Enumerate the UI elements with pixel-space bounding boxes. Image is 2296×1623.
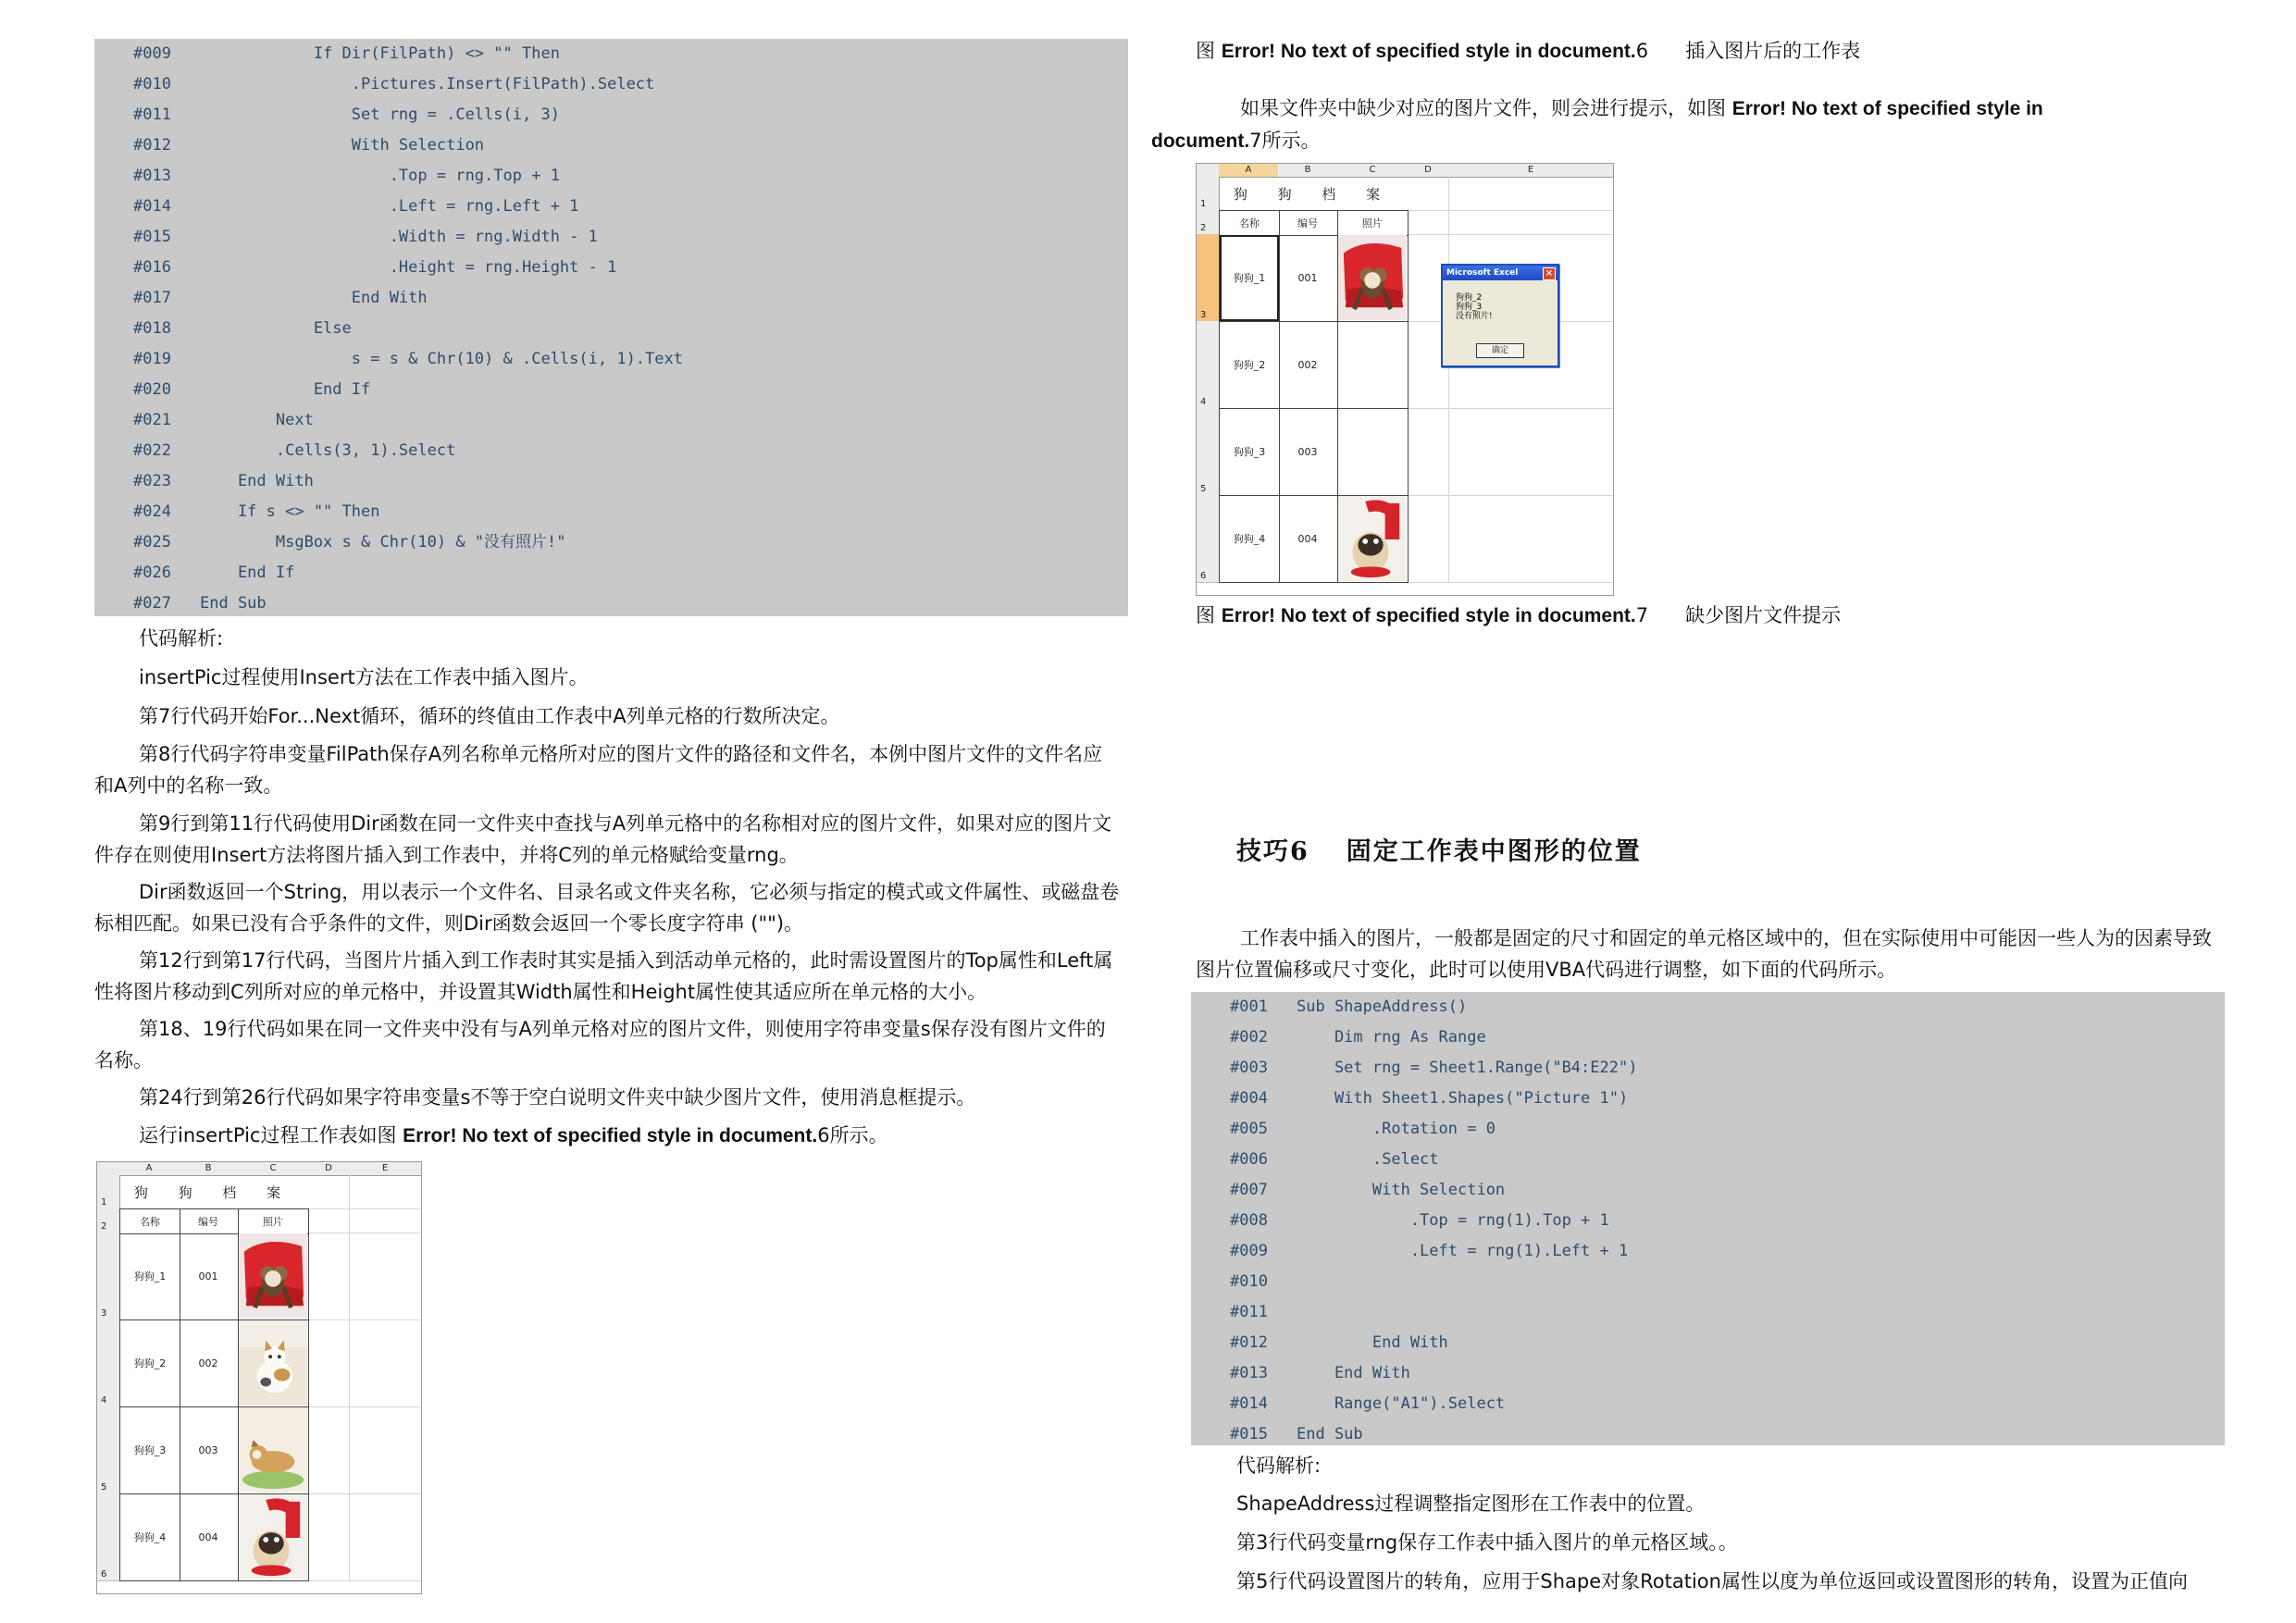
code-line-text: Range("A1").Select bbox=[1297, 1394, 1506, 1413]
left-para-analysis-label: 代码解析: bbox=[139, 627, 224, 650]
table-cell-name: 狗狗_1 bbox=[119, 1233, 180, 1320]
table-cell-id: 003 bbox=[179, 1406, 239, 1494]
excel-sheet-missing bbox=[1196, 163, 1614, 596]
code-line-text: MsgBox s & Chr(10) & "没有照片!" bbox=[200, 533, 566, 551]
row-header-label: 4 bbox=[101, 1395, 107, 1406]
code-line-text: Sub ShapeAddress() bbox=[1297, 997, 1468, 1016]
right-para-3: 第3行代码变量rng保存工作表中插入图片的单元格区域。。 bbox=[1236, 1531, 1738, 1554]
grid-cell bbox=[1448, 177, 1614, 211]
code-line-number: #008 bbox=[1230, 1211, 1268, 1230]
table-cell-name: 狗狗_4 bbox=[119, 1493, 180, 1581]
code-line-text: End With bbox=[200, 472, 314, 490]
code-line-text: End If bbox=[200, 564, 295, 582]
sheet-corner bbox=[1197, 164, 1220, 178]
row-header bbox=[97, 1319, 120, 1407]
code-line-number: #005 bbox=[1230, 1120, 1268, 1138]
code-line bbox=[1191, 1328, 1448, 1358]
code-line-number: #011 bbox=[133, 105, 171, 124]
caption-7-num: 7 bbox=[1635, 604, 1649, 626]
grid-cell bbox=[1448, 495, 1614, 583]
code-line bbox=[1191, 1358, 1410, 1389]
row-header bbox=[97, 1406, 120, 1494]
code-line-text: End With bbox=[200, 289, 428, 307]
left-para-7: 第18、19行代码如果在同一文件夹中没有与A列单元格对应的图片文件，则使用字符串变量s保存没有图片文件的名称。 bbox=[94, 1018, 1106, 1072]
code-line bbox=[1191, 1022, 1486, 1053]
grid-cell bbox=[1408, 495, 1449, 583]
grid-cell bbox=[349, 1175, 422, 1209]
dog-photo bbox=[239, 1407, 307, 1493]
code-line-number: #015 bbox=[133, 228, 171, 246]
caption-7-prefix: 图 bbox=[1196, 604, 1222, 626]
code-line-number: #013 bbox=[1230, 1364, 1268, 1382]
grid-cell bbox=[308, 1233, 350, 1320]
dog-photo bbox=[1338, 235, 1407, 320]
grid-cell bbox=[308, 1175, 350, 1209]
row-header-label: 4 bbox=[1200, 397, 1207, 407]
table-cell-id: 004 bbox=[1278, 495, 1338, 583]
table-header-cell: 名称 bbox=[1219, 210, 1280, 236]
code-line bbox=[94, 344, 683, 375]
code-line-text: .Left = rng.Left + 1 bbox=[200, 197, 579, 216]
row-header-label: 3 bbox=[1200, 310, 1207, 320]
row-header bbox=[97, 1175, 120, 1209]
right-intro-after: 7所示。 bbox=[1249, 130, 1321, 152]
caption-7-error: Error! No text of specified style in document. bbox=[1221, 605, 1636, 626]
grid-cell bbox=[349, 1493, 422, 1581]
code-line-text: End With bbox=[1297, 1333, 1448, 1352]
code-line-number: #022 bbox=[133, 441, 171, 460]
right-para-analysis-label: 代码解析: bbox=[1236, 1455, 1322, 1477]
code-line bbox=[94, 222, 598, 253]
code-line-number: #016 bbox=[133, 258, 171, 277]
code-line-text: .Pictures.Insert(FilPath).Select bbox=[200, 75, 655, 93]
code-line-number: #012 bbox=[1230, 1333, 1268, 1352]
code-line-number: #007 bbox=[1230, 1181, 1268, 1199]
excel-sheet-inserted bbox=[96, 1161, 422, 1594]
left-para-5: Dir函数返回一个String，用以表示一个文件名、目录名或文件夹名称，它必须与指定的模式或文件属性、或磁盘卷标相匹配。如果已没有合乎条件的文件，则Dir函数会返回一个零长度字符串 ("")。 bbox=[94, 881, 1120, 935]
code-line-text: Dim rng As Range bbox=[1297, 1028, 1486, 1047]
code-line bbox=[94, 283, 428, 314]
code-line bbox=[1191, 1114, 1496, 1145]
row-header-label: 1 bbox=[101, 1197, 107, 1208]
code-line-number: #025 bbox=[133, 533, 171, 551]
dog-photo bbox=[239, 1494, 307, 1580]
left-para-2: 第7行代码开始For...Next循环，循环的终值由工作表中A列单元格的行数所决定。 bbox=[139, 705, 840, 727]
code-line-text: .Cells(3, 1).Select bbox=[200, 441, 456, 460]
left-para-6: 第12行到第17行代码，当图片片插入到工作表时其实是插入到活动单元格的，此时需设置图片的Top属性和Left属性将图片移动到C列所对应的单元格中，并设置其Width属性和Height属性使其适应所在单元格的大小。 bbox=[94, 949, 1113, 1003]
code-line-number: #015 bbox=[1230, 1425, 1268, 1443]
row-header-label: 2 bbox=[101, 1221, 107, 1232]
right-para-2: ShapeAddress过程调整指定图形在工作表中的位置。 bbox=[1236, 1493, 1706, 1515]
code-line-text: .Select bbox=[1297, 1150, 1439, 1169]
table-cell-name: 狗狗_3 bbox=[119, 1406, 180, 1494]
code-line-text: .Left = rng(1).Left + 1 bbox=[1297, 1242, 1629, 1260]
grid-cell bbox=[1408, 408, 1449, 496]
table-cell-id: 002 bbox=[179, 1319, 239, 1407]
row-header bbox=[97, 1233, 120, 1320]
column-header: D bbox=[1408, 164, 1449, 178]
table-cell-photo bbox=[1337, 408, 1409, 496]
table-cell-photo bbox=[1337, 321, 1409, 409]
right-intro-text: 如果文件夹中缺少对应的图片文件，则会进行提示，如图 bbox=[1240, 97, 1732, 119]
code-line-number: #024 bbox=[133, 502, 171, 521]
figure-caption-6 bbox=[1196, 37, 2214, 66]
left-para-4: 第9行到第11行代码使用Dir函数在同一文件夹中查找与A列单元格中的名称相对应的图片文件，如果对应的图片文件存在则使用Insert方法将图片插入到工作表中，并将C列的单元格赋给变量rng。 bbox=[94, 812, 1112, 866]
row-header bbox=[1197, 177, 1220, 211]
grid-cell bbox=[1448, 408, 1614, 496]
code-line-number: #012 bbox=[133, 136, 171, 155]
right-intro-error-1: Error! No text of specified style in bbox=[1731, 98, 2043, 119]
code-line-text: Set rng = Sheet1.Range("B4:E22") bbox=[1297, 1059, 1638, 1077]
left-run-text: 运行insertPic过程工作表如图 bbox=[139, 1124, 403, 1146]
code-line-text: Next bbox=[200, 411, 314, 429]
code-line-number: #027 bbox=[133, 594, 171, 613]
column-header: A bbox=[119, 1162, 180, 1176]
code-line bbox=[94, 466, 314, 497]
grid-cell bbox=[308, 1493, 350, 1581]
right-code-block bbox=[1191, 992, 2225, 1445]
code-line-number: #014 bbox=[133, 197, 171, 216]
heading-label: 技巧6 bbox=[1236, 837, 1309, 866]
table-cell-name: 狗狗_2 bbox=[119, 1319, 180, 1407]
dialog-title-bar bbox=[1443, 266, 1558, 280]
row-header bbox=[1197, 321, 1220, 409]
table-header-cell: 照片 bbox=[1337, 210, 1409, 236]
grid-cell bbox=[349, 1208, 422, 1233]
code-line-number: #026 bbox=[133, 564, 171, 582]
code-line bbox=[94, 39, 560, 69]
table-header-cell: 照片 bbox=[238, 1208, 309, 1234]
code-line bbox=[94, 100, 560, 130]
code-line-number: #010 bbox=[133, 75, 171, 93]
column-header: D bbox=[308, 1162, 350, 1176]
right-para-4: 第5行代码设置图片的转角，应用于Shape对象Rotation属性以度为单位返回或设置图形的转角，设置为正值向 bbox=[1236, 1570, 2188, 1592]
code-line-number: #001 bbox=[1230, 997, 1268, 1016]
row-header bbox=[97, 1208, 120, 1233]
code-line bbox=[1191, 1419, 1363, 1450]
grid-cell bbox=[1408, 210, 1449, 235]
code-line bbox=[94, 314, 352, 344]
column-header: B bbox=[1278, 164, 1338, 178]
row-header bbox=[1197, 234, 1220, 322]
code-line bbox=[1191, 1175, 1505, 1206]
code-line bbox=[1191, 1053, 1637, 1084]
dog-photo bbox=[1338, 496, 1407, 581]
row-header-label: 2 bbox=[1200, 223, 1207, 233]
column-header: B bbox=[179, 1162, 239, 1176]
column-header: E bbox=[349, 1162, 422, 1176]
column-header: E bbox=[1448, 164, 1614, 178]
left-run-line bbox=[94, 1120, 1122, 1152]
code-line-text: With Selection bbox=[1297, 1181, 1506, 1199]
code-line bbox=[94, 161, 560, 192]
code-line-text: End Sub bbox=[1297, 1425, 1363, 1443]
row-header-label: 5 bbox=[101, 1482, 107, 1493]
close-icon[interactable]: × bbox=[1543, 267, 1556, 280]
code-line-text: End Sub bbox=[200, 594, 267, 613]
sheet-title: 狗 狗 档 案 bbox=[133, 1184, 294, 1201]
grid-cell bbox=[349, 1406, 422, 1494]
code-line-number: #019 bbox=[133, 350, 171, 368]
caption-6-num: 6 bbox=[1635, 40, 1649, 62]
code-line bbox=[94, 253, 616, 283]
table-cell-id: 001 bbox=[1278, 234, 1338, 322]
code-line-number: #009 bbox=[1230, 1242, 1268, 1260]
row-header-label: 6 bbox=[1200, 571, 1207, 581]
code-line bbox=[94, 436, 455, 466]
ok-button[interactable]: 确定 bbox=[1476, 343, 1524, 358]
code-line-text: With Selection bbox=[200, 136, 485, 155]
code-line-text: Set rng = .Cells(i, 3) bbox=[200, 105, 560, 124]
code-line-text: s = s & Chr(10) & .Cells(i, 1).Text bbox=[200, 350, 683, 368]
right-intro bbox=[1151, 93, 2232, 157]
right-intro-error-2: document. bbox=[1151, 130, 1250, 152]
code-line-number: #004 bbox=[1230, 1089, 1268, 1108]
code-line-number: #003 bbox=[1230, 1059, 1268, 1077]
code-line bbox=[94, 588, 267, 619]
code-line-text: .Top = rng(1).Top + 1 bbox=[1297, 1211, 1609, 1230]
grid-cell bbox=[1408, 177, 1449, 211]
table-cell-id: 003 bbox=[1278, 408, 1338, 496]
code-line bbox=[94, 192, 578, 222]
code-line-text: .Top = rng.Top + 1 bbox=[200, 167, 560, 185]
table-header-cell: 编号 bbox=[179, 1208, 239, 1234]
heading-title: 固定工作表中图形的位置 bbox=[1346, 837, 1642, 866]
table-cell-id: 002 bbox=[1278, 321, 1338, 409]
dog-photo bbox=[239, 1320, 307, 1406]
dialog-message: 狗狗_2 狗狗_3 没有照片! bbox=[1456, 293, 1493, 321]
dog-photo bbox=[239, 1233, 307, 1319]
table-cell-name: 狗狗_2 bbox=[1219, 321, 1280, 409]
code-line-text: Else bbox=[200, 319, 352, 338]
dialog-title: Microsoft Excel bbox=[1446, 268, 1519, 278]
code-line-number: #010 bbox=[1230, 1272, 1268, 1291]
code-line-number: #017 bbox=[133, 289, 171, 307]
code-line bbox=[1191, 1267, 1297, 1297]
left-para-3: 第8行代码字符串变量FilPath保存A列名称单元格所对应的图片文件的路径和文件名，本例中图片文件的文件名应和A列中的名称一致。 bbox=[94, 743, 1103, 797]
column-header: A bbox=[1219, 164, 1279, 178]
column-header: C bbox=[238, 1162, 309, 1176]
code-line-number: #011 bbox=[1230, 1303, 1268, 1321]
code-line-text: If s <> "" Then bbox=[200, 502, 380, 521]
code-line-text: With Sheet1.Shapes("Picture 1") bbox=[1297, 1089, 1629, 1108]
code-line bbox=[1191, 1145, 1439, 1175]
code-line bbox=[94, 375, 370, 405]
column-header: C bbox=[1337, 164, 1409, 178]
code-line-number: #013 bbox=[133, 167, 171, 185]
code-line bbox=[94, 558, 294, 588]
row-header bbox=[1197, 495, 1220, 583]
section-heading bbox=[1236, 831, 1642, 867]
code-line-text: .Rotation = 0 bbox=[1297, 1120, 1496, 1138]
code-line bbox=[1191, 1236, 1628, 1267]
row-header bbox=[1197, 210, 1220, 235]
caption-6-title: 插入图片后的工作表 bbox=[1685, 40, 1861, 62]
code-line bbox=[94, 527, 566, 558]
code-line bbox=[1191, 992, 1467, 1022]
code-line-number: #006 bbox=[1230, 1150, 1268, 1169]
code-line bbox=[94, 405, 314, 436]
code-line bbox=[1191, 1297, 1297, 1328]
row-header-label: 6 bbox=[101, 1569, 107, 1580]
code-line bbox=[1191, 1206, 1609, 1236]
grid-cell bbox=[308, 1208, 350, 1233]
code-line bbox=[94, 130, 484, 161]
code-line bbox=[94, 497, 379, 527]
left-run-error: Error! No text of specified style in document. bbox=[403, 1125, 818, 1146]
table-cell-id: 001 bbox=[179, 1233, 239, 1320]
code-line-text: End With bbox=[1297, 1364, 1410, 1382]
code-line-number: #002 bbox=[1230, 1028, 1268, 1047]
row-header bbox=[97, 1493, 120, 1581]
code-line bbox=[1191, 1084, 1628, 1114]
left-para-8: 第24行到第26行代码如果字符串变量s不等于空白说明文件夹中缺少图片文件，使用消息框提示。 bbox=[139, 1086, 976, 1109]
left-run-after: 6所示。 bbox=[817, 1124, 888, 1146]
code-line-number: #021 bbox=[133, 411, 171, 429]
code-line-text: .Height = rng.Height - 1 bbox=[200, 258, 617, 277]
row-header-label: 5 bbox=[1200, 484, 1207, 494]
right-para-1: 工作表中插入的图片，一般都是固定的尺寸和固定的单元格区域中的，但在实际使用中可能因一些人为的因素导致图片位置偏移或尺寸变化，此时可以使用VBA代码进行调整，如下面的代码所示。 bbox=[1196, 927, 2212, 981]
row-header-label: 1 bbox=[1200, 199, 1207, 209]
grid-cell bbox=[308, 1406, 350, 1494]
grid-cell bbox=[1448, 210, 1614, 235]
grid-cell bbox=[349, 1233, 422, 1320]
code-line-text: End If bbox=[200, 380, 371, 399]
grid-cell bbox=[308, 1319, 350, 1407]
left-code-block bbox=[94, 39, 1128, 616]
row-header-label: 3 bbox=[101, 1308, 107, 1319]
code-line-number: #014 bbox=[1230, 1394, 1268, 1413]
sheet-title: 狗 狗 档 案 bbox=[1233, 186, 1394, 203]
table-header-cell: 名称 bbox=[119, 1208, 180, 1234]
table-cell-name: 狗狗_3 bbox=[1219, 408, 1280, 496]
table-cell-id: 004 bbox=[179, 1493, 239, 1581]
code-line-number: #020 bbox=[133, 380, 171, 399]
left-para-1: insertPic过程使用Insert方法在工作表中插入图片。 bbox=[139, 666, 589, 688]
table-cell-name: 狗狗_4 bbox=[1219, 495, 1280, 583]
figure-caption-7 bbox=[1196, 601, 2214, 630]
code-line-text: .Width = rng.Width - 1 bbox=[200, 228, 598, 246]
caption-7-title: 缺少图片文件提示 bbox=[1685, 604, 1842, 626]
row-header bbox=[1197, 408, 1220, 496]
table-header-cell: 编号 bbox=[1278, 210, 1338, 236]
sheet-corner bbox=[97, 1162, 120, 1176]
code-line-number: #018 bbox=[133, 319, 171, 338]
code-line-text: If Dir(FilPath) <> "" Then bbox=[200, 44, 560, 63]
grid-cell bbox=[349, 1319, 422, 1407]
code-line-number: #023 bbox=[133, 472, 171, 490]
code-line bbox=[1191, 1389, 1505, 1419]
message-dialog bbox=[1441, 264, 1559, 367]
code-line bbox=[94, 69, 654, 100]
caption-6-error: Error! No text of specified style in document. bbox=[1221, 41, 1636, 62]
code-line-number: #009 bbox=[133, 44, 171, 63]
table-cell-name: 狗狗_1 bbox=[1219, 234, 1280, 322]
caption-6-prefix: 图 bbox=[1196, 40, 1222, 62]
